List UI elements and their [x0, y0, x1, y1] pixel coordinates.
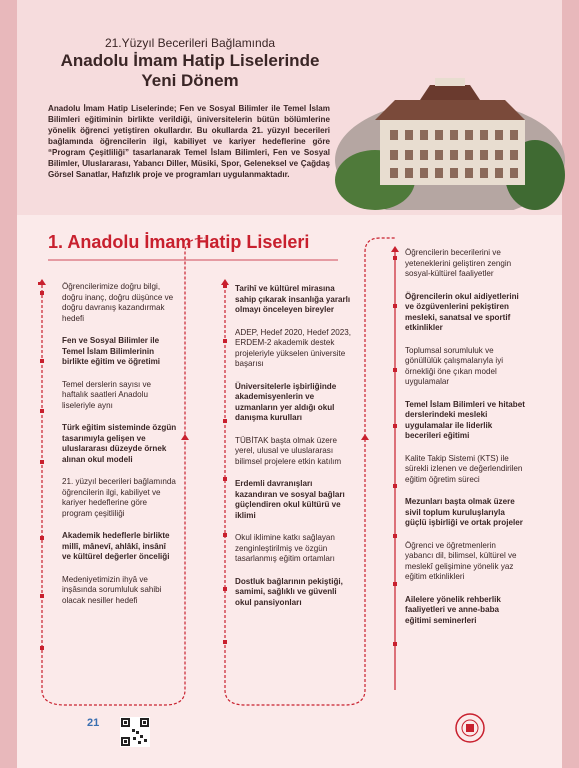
flow-item: Toplumsal sorumluluk ve gönüllülük çalışmalarıyla iyi örnekliği öne çıkan model uygulamalar [405, 345, 504, 386]
column-3 [405, 248, 525, 638]
flow-item: ADEP, Hedef 2020, Hedef 2023, ERDEM-2 akademik destek projeleriyle yükselen üniversite başarısı [235, 327, 351, 368]
flow-item: Okul iklimine katkı sağlayan zenginleştirilmiş ve özgün tasarlanmış eğitim ortamları [235, 533, 335, 563]
flow-item: Temel derslerin sayısı ve haftalık saatleri Anadolu liseleriyle aynı [62, 379, 152, 410]
column-1 [62, 282, 177, 618]
section-title-text: 1. Anadolu İmam Hatip Liseleri [48, 232, 310, 252]
column-2 [235, 284, 355, 620]
flow-item: Erdemli davranışları kazandıran ve sosyal bağları güçlendiren okul kültürü ve iklimi [235, 479, 345, 520]
logo-21-yuzyil: 21 [87, 717, 100, 729]
flow-item: Türk eğitim sisteminde özgün tasarımıyla gelişen ve uluslararası düzeyde örnek alınan okul modeli [62, 423, 177, 464]
flow-item: Üniversitelerle işbirliğinde akademisyenlerin ve uzmanların yer aldığı okul danışma kurulları [235, 381, 337, 422]
flow-item: Öğrencilerimize doğru bilgi, doğru inanç, doğru düşünce ve doğru davranış kazandırmak hedefi [62, 282, 174, 323]
flow-item: Ailelere yönelik rehberlik faaliyetleri ve anne-baba eğitimi seminerleri [405, 594, 501, 625]
flow-item: Temel İslam Bilimleri ve hitabet derslerindeki mesleki uygulamalar ile liderlik becerileri eğitimi [405, 399, 525, 440]
flow-item: Medeniyetimizin ihyâ ve inşâsında sorumluluk sahibi olacak nesiller hedefi [62, 574, 162, 605]
flow-item: TÜBİTAK başta olmak üzere yerel, ulusal ve uluslararası bilimsel projelere etkin katılım [235, 435, 342, 466]
title-line-2: Yeni Dönem [141, 71, 239, 90]
qr-code-icon [120, 717, 150, 747]
flow-item: Kalite Takip Sistemi (KTS) ile sürekli izlenen ve değerlendirilen eğitim öğretim süreci [405, 453, 523, 484]
flow-item: Dostluk bağlarının pekiştiği, samimi, sağlıklı ve güvenli okul pansiyonları [235, 576, 343, 607]
flow-item: Mezunları başta olmak üzere sivil toplum kuruluşlarıyla güçlü işbirliği ve ortak projeler [405, 497, 523, 527]
flow-item: Fen ve Sosyal Bilimler ile Temel İslam Bilimlerinin birlikte eğitim ve öğretimi [62, 336, 161, 366]
intro-paragraph: Anadolu İmam Hatip Liselerinde; Fen ve Sosyal Bilimler ile Temel İslam Bilimleri eğitiminin birlikte verildiği, üniversitelerin bütün bölümlerine yönelik öğrenci yetiştiren okullardır. Bu okullarda 21. yüzyıl becerileri bağlamında öğrencilerin ilgi, kabiliyet ve kariyer hedeflerine göre “Program Çeşitliliği” tasarlanarak Temel İslam Bilimleri, Fen ve Sosyal Bilimler, Uluslararası, Yabancı Diller, Müsiki, Spor, Geleneksel ve Çağdaş Görsel Sanatlar, Hafızlık proje ve programları uygulanmaktadır. [48, 104, 330, 179]
title-line-1: Anadolu İmam Hatip Liselerinde [60, 51, 320, 70]
flow-item: Öğrenci ve öğretmenlerin yabancı dil, bilimsel, kültürel ve meslekî gelişimine yönelik yaz eğitim etkinlikleri [405, 540, 517, 581]
flow-item: 21. yüzyıl becerileri bağlamında öğrencilerin ilgi, kabiliyet ve kariyer hedeflerine göre program çeşitliliği [62, 477, 176, 518]
suptitle: 21.Yüzyıl Becerileri Bağlamında [104, 36, 276, 50]
flow-item: Öğrencilerin becerilerini ve yeteneklerini geliştiren zengin sosyal-kültürel faaliyetler [405, 248, 512, 278]
ministry-seal-icon [454, 712, 486, 744]
flow-item: Tarihî ve kültürel mirasına sahip çıkarak insanlığa yararlı olmayı önceleyen bireyler [235, 284, 351, 314]
flow-item: Öğrencilerin okul aidiyetlerini ve özgüvenlerini pekiştiren mesleki, sanatsal ve sportif etkinlikler [405, 291, 519, 332]
flow-item: Akademik hedeflerle birlikte millî, mânevî, ahlâkî, insânî ve kültürel değerler önceliği [62, 531, 170, 561]
